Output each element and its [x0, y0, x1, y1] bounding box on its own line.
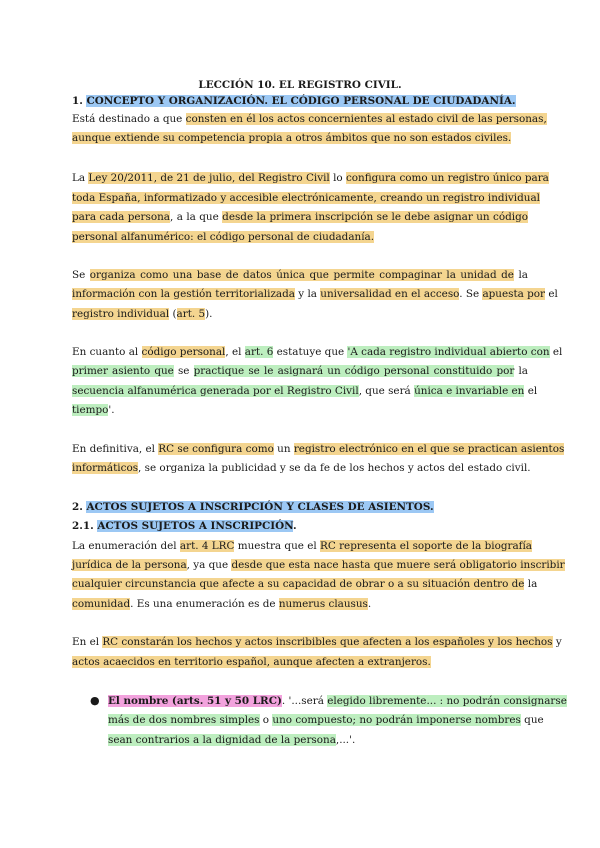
paragraph-3-line-2: información con la gestión territorializada y la universalidad en el acceso. Se apuesta por el: [72, 288, 558, 300]
highlight: sean contrarios a la dignidad de la persona: [108, 734, 336, 746]
section-1-heading: [72, 94, 528, 108]
paragraph-5-line-2: informáticos, se organiza la publicidad y se da fe de los hechos y actos del estado civil.: [72, 462, 531, 474]
highlight: registro electrónico en el que se practican asientos: [293, 443, 565, 455]
paragraph-7-line-2: [72, 655, 528, 669]
highlight: RC se configura como: [158, 443, 274, 455]
highlight: única e invariable: [414, 385, 509, 397]
section-number: 2.: [72, 501, 83, 513]
highlight: para cada persona: [72, 211, 170, 223]
paragraph-5-line-1: En definitiva, el RC se configura como un registro electrónico en el que se practican asientos: [72, 443, 565, 455]
bullet-line-3: sean contrarios a la dignidad de la persona,...'.: [108, 734, 356, 746]
highlight: uno compuesto: [272, 714, 353, 726]
bullet-line-1: El nombre (arts. 51 y 50 LRC). '...será elegido libremente... : no podrán consignarse: [108, 695, 567, 707]
highlight: información con la gestión territorializada: [72, 288, 295, 300]
paragraph-4-line-3: secuencia alfanumérica generada por el Registro Civil, que será única e invariable en el: [72, 385, 538, 397]
section-2-1-heading: 2.1. ACTOS SUJETOS A INSCRIPCIÓN.: [72, 520, 297, 532]
section-2-heading: [72, 500, 528, 514]
highlight: registro individual: [72, 308, 170, 320]
section-title: ACTOS SUJETOS A INSCRIPCIÓN: [97, 520, 294, 532]
highlight: jurídica de la persona: [72, 559, 187, 571]
paragraph-6-line-2: jurídica de la persona, ya que desde que esta nace hasta que muere será obligatorio inscribir: [72, 559, 565, 571]
highlight: comunidad: [72, 598, 131, 610]
highlight: primer asiento que: [72, 365, 174, 377]
highlight: actos acaecidos en territorio español, aunque afecten a extranjeros.: [72, 656, 431, 668]
paragraph-6-line-3: cualquier circunstancia que afecte a su capacidad de obrar o a su situación dentro de la: [72, 578, 538, 590]
highlight: art. 4 LRC: [179, 540, 235, 552]
paragraph-2-line-1: La Ley 20/2011, de 21 de julio, del Registro Civil lo configura como un registro único para: [72, 172, 549, 184]
highlight: ; no podrán imponerse nombres: [352, 714, 521, 726]
paragraph-6-line-4: comunidad. Es una enumeración es de numerus clausus.: [72, 598, 372, 610]
paragraph-2-line-3: para cada persona, a la que desde la primera inscripción se le debe asignar un código: [72, 211, 528, 223]
highlight: art. 5: [176, 308, 206, 320]
paragraph-7-line-1: En el RC constarán los hechos y actos inscribibles que afecten a los españoles y los hechos y: [72, 636, 562, 648]
highlight: Ley 20/2011, de 21 de julio, del Registro Civil: [88, 172, 330, 184]
paragraph-1-line-1: Está destinado a que consten en él los actos concernientes al estado civil de las personas,: [72, 113, 547, 125]
highlight: informáticos: [72, 462, 139, 474]
highlight: desde la primera inscripción se le debe asignar un código: [222, 211, 528, 223]
highlight: El nombre (arts. 51 y 50 LRC): [108, 695, 282, 707]
highlight: secuencia alfanumérica generada por el Registro Civil: [72, 385, 359, 397]
paragraph-4-line-1: En cuanto al código personal, el art. 6 estatuye que 'A cada registro individual abierto con el: [72, 346, 563, 358]
paragraph-3-line-1: Se organiza como una base de datos única que permite compaginar la unidad de la: [72, 269, 528, 281]
highlight: elegido libremente: [327, 695, 427, 707]
section-title: ACTOS SUJETOS A INSCRIPCIÓN Y CLASES DE ASIENTOS.: [86, 501, 434, 513]
highlight: organiza como una base de datos única que permite compaginar la unidad de: [89, 269, 514, 281]
highlight: personal alfanumérico: el: [72, 231, 210, 243]
highlight: desde que esta nace hasta que muere será obligatorio inscribir: [231, 559, 565, 571]
paragraph-6-line-1: La enumeración del art. 4 LRC muestra que el RC representa el soporte de la biografía: [72, 540, 533, 552]
highlight: en: [508, 385, 525, 397]
highlight: código personal: [141, 346, 226, 358]
highlight: universalidad en el acceso: [320, 288, 460, 300]
highlight: RC constarán los hechos y actos inscribibles que afecten a los españoles y los hechos: [102, 636, 553, 648]
paragraph-2-line-4: [72, 230, 528, 244]
paragraph-4-line-4: tiempo'.: [72, 404, 115, 416]
highlight: ... : no podrán consignarse: [426, 695, 567, 707]
highlight: 'A cada registro individual abierto con: [347, 346, 550, 358]
highlight: aunque extiende su competencia propia a otros ámbitos que no son estados civiles.: [72, 132, 512, 144]
highlight: código personal de ciudadanía.: [209, 231, 375, 243]
paragraph-1-line-2: [72, 131, 528, 145]
highlight: tiempo: [72, 404, 109, 416]
bullet-icon: ●: [90, 694, 100, 707]
highlight: RC representa el soporte de la biografía: [320, 540, 533, 552]
highlight: configura como un registro único para: [345, 172, 549, 184]
page-title: LECCIÓN 10. EL REGISTRO CIVIL.: [198, 79, 402, 91]
paragraph-4-line-2: primer asiento que se practique se le asignará un código personal constituido por la: [72, 365, 528, 377]
highlight: consten en él los actos concernientes al estado civil de las personas,: [185, 113, 547, 125]
paragraph-3-line-3: registro individual (art. 5).: [72, 308, 213, 320]
section-number: 1.: [72, 95, 83, 107]
highlight: toda España, informatizado y accesible electrónicamente, creando un registro individual: [72, 192, 540, 204]
highlight: más de dos nombres simples: [108, 714, 260, 726]
highlight: apuesta por: [482, 288, 546, 300]
paragraph-2-line-2: [72, 191, 540, 205]
highlight: cualquier circunstancia que afecte a su capacidad de obrar o a su situación dentro de: [72, 578, 525, 590]
highlight: art. 6: [244, 346, 274, 358]
highlight: practique se le asignará un código personal constituido por: [193, 365, 515, 377]
section-title: CONCEPTO Y ORGANIZACIÓN. EL CÓDIGO PERSONAL DE CIUDADANÍA.: [86, 95, 516, 107]
highlight: numerus clausus: [278, 598, 368, 610]
section-number: 2.1.: [72, 520, 94, 532]
bullet-line-2: más de dos nombres simples o uno compuesto; no podrán imponerse nombres que: [108, 714, 544, 726]
